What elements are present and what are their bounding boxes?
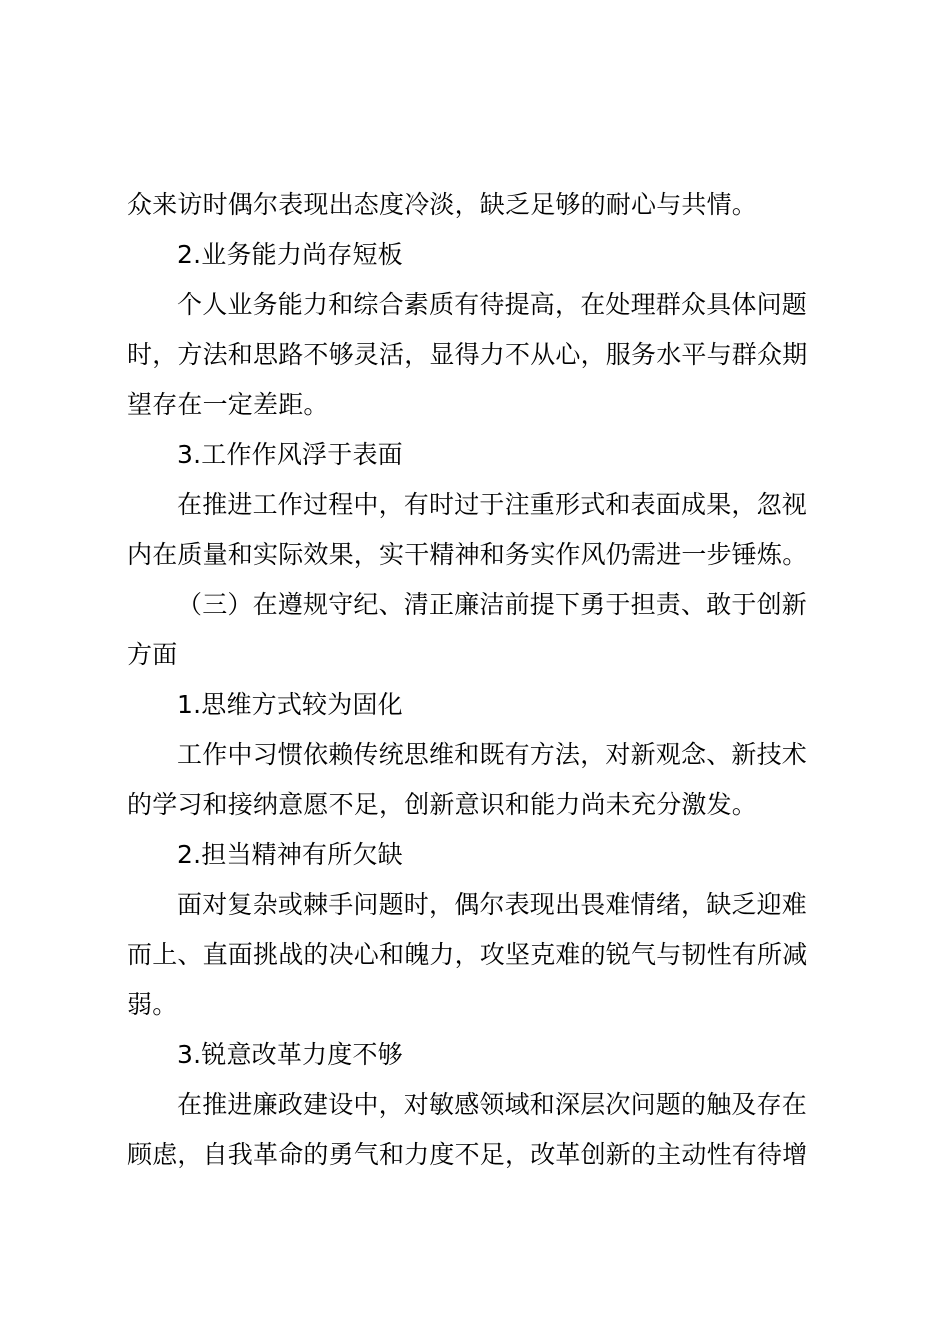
section-heading: 2.担当精神有所欠缺 bbox=[177, 840, 403, 869]
paragraph-line: 个人业务能力和综合素质有待提高，在处理群众具体问题 bbox=[177, 290, 808, 319]
paragraph-line: 工作中习惯依赖传统思维和既有方法，对新观念、新技术 bbox=[177, 740, 808, 769]
paragraph-line: 内在质量和实际效果，实干精神和务实作风仍需进一步锤炼。 bbox=[127, 540, 808, 569]
chapter-heading: 方面 bbox=[127, 640, 178, 669]
paragraph-line: 时，方法和思路不够灵活，显得力不从心，服务水平与群众期 bbox=[127, 340, 808, 369]
section-heading: 1.思维方式较为固化 bbox=[177, 690, 403, 719]
paragraph-line: 的学习和接纳意愿不足，创新意识和能力尚未充分激发。 bbox=[127, 790, 758, 819]
paragraph-line: 望存在一定差距。 bbox=[127, 390, 329, 419]
paragraph-line: 弱。 bbox=[127, 990, 178, 1019]
section-heading: 2.业务能力尚存短板 bbox=[177, 240, 403, 269]
paragraph-line: 众来访时偶尔表现出态度冷淡，缺乏足够的耐心与共情。 bbox=[127, 190, 758, 219]
paragraph-line: 面对复杂或棘手问题时，偶尔表现出畏难情绪，缺乏迎难 bbox=[177, 890, 808, 919]
paragraph-line: 而上、直面挑战的决心和魄力，攻坚克难的锐气与韧性有所减 bbox=[127, 940, 808, 969]
paragraph-line: 在推进工作过程中，有时过于注重形式和表面成果，忽视 bbox=[177, 490, 808, 519]
chapter-heading: （三）在遵规守纪、清正廉洁前提下勇于担责、敢于创新 bbox=[177, 590, 808, 619]
paragraph-line: 顾虑，自我革命的勇气和力度不足，改革创新的主动性有待增 bbox=[127, 1140, 808, 1169]
section-heading: 3.锐意改革力度不够 bbox=[177, 1040, 403, 1069]
paragraph-line: 在推进廉政建设中，对敏感领域和深层次问题的触及存在 bbox=[177, 1090, 808, 1119]
section-heading: 3.工作作风浮于表面 bbox=[177, 440, 403, 469]
